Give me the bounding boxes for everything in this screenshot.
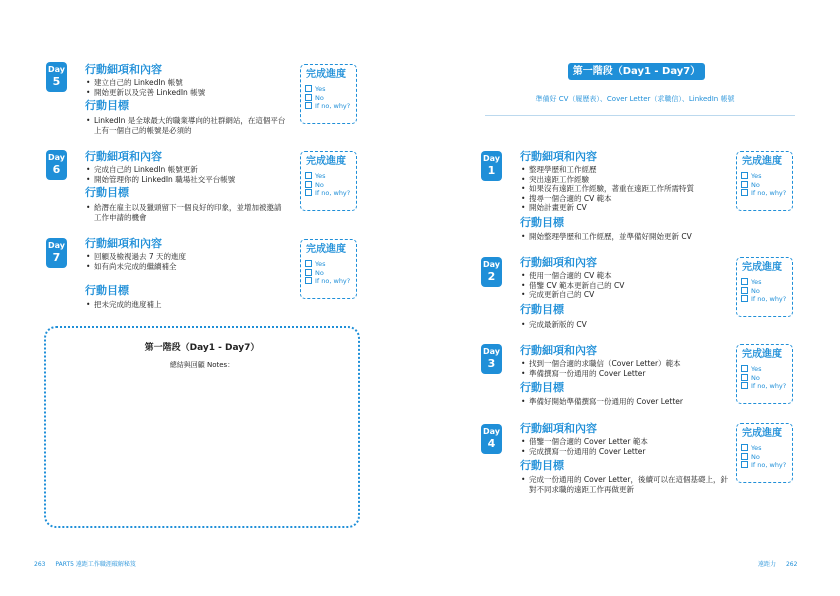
actions-heading: 行動細項和內容 <box>520 150 597 163</box>
actions-list <box>521 359 731 378</box>
checkbox-icon <box>741 181 748 188</box>
checkbox-icon <box>741 189 748 196</box>
option-why[interactable]: If no, why? <box>741 189 792 198</box>
option-yes[interactable]: Yes <box>741 172 792 181</box>
checkbox-icon <box>305 85 312 92</box>
checkbox-icon <box>305 189 312 196</box>
day-badge-4: Day 4 <box>481 424 502 454</box>
option-why[interactable]: If no, why? <box>741 382 792 391</box>
checkbox-icon <box>305 172 312 179</box>
list-item: • 完成一份通用的 Cover Letter，後續可以在這個基礎上，針對不同求職的遠距工作再做更新 <box>521 475 731 494</box>
goals-list <box>521 232 731 242</box>
list-item: • 如有尚未完成的繼續補全 <box>86 262 286 272</box>
checkbox-icon <box>741 287 748 294</box>
progress-box: 完成進度 Yes No If no, why? <box>300 151 357 211</box>
checkbox-icon <box>741 461 748 468</box>
footer-left <box>34 559 136 568</box>
list-item: • 借鑒一個合適的 Cover Letter 範本 <box>521 437 731 447</box>
list-item: • 借鑒 CV 範本更新自己的 CV <box>521 281 731 291</box>
option-yes[interactable]: Yes <box>305 172 356 181</box>
divider <box>485 115 795 116</box>
list-item: • 找到一個合適的求職信（Cover Letter）範本 <box>521 359 731 369</box>
checkbox-icon <box>305 94 312 101</box>
notes-title: 第一階段（Day1 - Day7） <box>144 343 260 353</box>
list-item: • 整理學歷和工作經歷 <box>521 165 731 175</box>
page-number: 263 <box>34 561 46 568</box>
actions-list <box>86 252 286 271</box>
option-no[interactable]: No <box>741 287 792 296</box>
day-badge-7: Day 7 <box>46 238 67 268</box>
list-item: • 開始更新以及完善 LinkedIn 帳號 <box>86 88 276 98</box>
list-item: • 完成撰寫一份通用的 Cover Letter <box>521 447 731 457</box>
list-item: • 把未完成的進度補上 <box>86 300 286 310</box>
day-badge-1: Day 1 <box>481 151 502 181</box>
actions-heading: 行動細項和內容 <box>85 63 162 76</box>
book-title: 遠距力 <box>758 561 777 568</box>
checkbox-icon <box>741 365 748 372</box>
actions-list <box>521 437 731 456</box>
stage-subtitle: 準備好 CV（履歷表）、Cover Letter（求職信）、LinkedIn 帳號 <box>535 95 735 103</box>
option-no[interactable]: No <box>305 94 356 103</box>
option-yes[interactable]: Yes <box>741 365 792 374</box>
option-no[interactable]: No <box>741 181 792 190</box>
checkbox-icon <box>741 444 748 451</box>
notes-box[interactable] <box>44 326 360 528</box>
list-item: • 給潛在雇主以及獵頭留下一個良好的印象，並增加被邀請工作申請的機會 <box>86 203 286 222</box>
checkbox-icon <box>741 278 748 285</box>
goals-list <box>521 320 731 330</box>
actions-heading: 行動細項和內容 <box>520 422 597 435</box>
goals-list <box>86 203 286 222</box>
actions-list <box>521 165 731 213</box>
progress-box: 完成進度 Yes No If no, why? <box>736 257 793 317</box>
option-why[interactable]: If no, why? <box>305 277 356 286</box>
list-item: • 使用一個合適的 CV 範本 <box>521 271 731 281</box>
actions-list <box>521 271 731 300</box>
list-item: • 如果沒有遠距工作經驗，著重在遠距工作所需特質 <box>521 184 731 194</box>
stage-banner: 第一階段（Day1 - Day7） <box>568 63 705 80</box>
list-item: • 開始計畫更新 CV <box>521 203 731 213</box>
goals-list <box>521 397 731 407</box>
checkbox-icon <box>305 260 312 267</box>
progress-box: 完成進度 Yes No If no, why? <box>300 239 357 299</box>
checkbox-icon <box>305 269 312 276</box>
goal-heading: 行動目標 <box>520 216 564 229</box>
list-item: • 準備撰寫一份通用的 Cover Letter <box>521 369 731 379</box>
option-why[interactable]: If no, why? <box>305 102 356 111</box>
day-badge-5: Day 5 <box>46 62 67 92</box>
progress-box: 完成進度 Yes No If no, why? <box>300 64 357 124</box>
goal-heading: 行動目標 <box>85 284 129 297</box>
page-number: 262 <box>785 561 798 568</box>
option-why[interactable]: If no, why? <box>741 295 792 304</box>
checkbox-icon <box>741 374 748 381</box>
list-item: • 完成更新自己的 CV <box>521 290 731 300</box>
section-title: PART5 遠距工作職涯破解秘笈 <box>55 561 136 568</box>
option-why[interactable]: If no, why? <box>305 189 356 198</box>
option-yes[interactable]: Yes <box>741 444 792 453</box>
goals-list <box>521 475 731 494</box>
list-item: • 建立自己的 LinkedIn 帳號 <box>86 78 276 88</box>
list-item: • 回顧及檢視過去 7 天的進度 <box>86 252 286 262</box>
footer-right <box>758 559 797 568</box>
list-item: • 開始管理你的 LinkedIn 職場社交平台帳號 <box>86 175 286 185</box>
list-item: • 完成最新版的 CV <box>521 320 731 330</box>
progress-box: 完成進度 Yes No If no, why? <box>736 151 793 211</box>
day-badge-6: Day 6 <box>46 150 67 180</box>
actions-heading: 行動細項和內容 <box>85 150 162 163</box>
day-badge-3: Day 3 <box>481 344 502 374</box>
goals-list <box>86 116 286 135</box>
option-why[interactable]: If no, why? <box>741 461 792 470</box>
list-item: • 開始整理學歷和工作經歷，並準備好開始更新 CV <box>521 232 731 242</box>
option-no[interactable]: No <box>741 374 792 383</box>
actions-list <box>86 78 276 97</box>
progress-box: 完成進度 Yes No If no, why? <box>736 423 793 483</box>
actions-list <box>86 165 286 184</box>
actions-heading: 行動細項和內容 <box>520 344 597 357</box>
goal-heading: 行動目標 <box>85 186 129 199</box>
checkbox-icon <box>741 295 748 302</box>
actions-heading: 行動細項和內容 <box>85 237 162 250</box>
list-item: • 準備好開始準備撰寫一份通用的 Cover Letter <box>521 397 731 407</box>
option-no[interactable]: No <box>741 453 792 462</box>
option-yes[interactable]: Yes <box>305 85 356 94</box>
list-item: • 搜尋一個合適的 CV 範本 <box>521 194 731 204</box>
checkbox-icon <box>741 382 748 389</box>
list-item: • 完成自己的 LinkedIn 帳號更新 <box>86 165 286 175</box>
option-no[interactable]: No <box>305 269 356 278</box>
progress-box: 完成進度 Yes No If no, why? <box>736 344 793 404</box>
goal-heading: 行動目標 <box>85 99 129 112</box>
list-item: • LinkedIn 是全球最大的職業導向的社群網站，在這個平台上有一個自己的帳號是必須的 <box>86 116 286 135</box>
list-item: • 突出遠距工作經驗 <box>521 175 731 185</box>
checkbox-icon <box>305 102 312 109</box>
checkbox-icon <box>305 277 312 284</box>
notes-subtitle: 總結與回顧 Notes： <box>169 361 235 369</box>
option-yes[interactable]: Yes <box>741 278 792 287</box>
checkbox-icon <box>741 172 748 179</box>
option-no[interactable]: No <box>305 181 356 190</box>
actions-heading: 行動細項和內容 <box>520 256 597 269</box>
day-badge-2: Day 2 <box>481 257 502 287</box>
goal-heading: 行動目標 <box>520 303 564 316</box>
goal-heading: 行動目標 <box>520 381 564 394</box>
checkbox-icon <box>305 181 312 188</box>
goal-heading: 行動目標 <box>520 459 564 472</box>
option-yes[interactable]: Yes <box>305 260 356 269</box>
checkbox-icon <box>741 453 748 460</box>
goals-list <box>86 300 286 310</box>
